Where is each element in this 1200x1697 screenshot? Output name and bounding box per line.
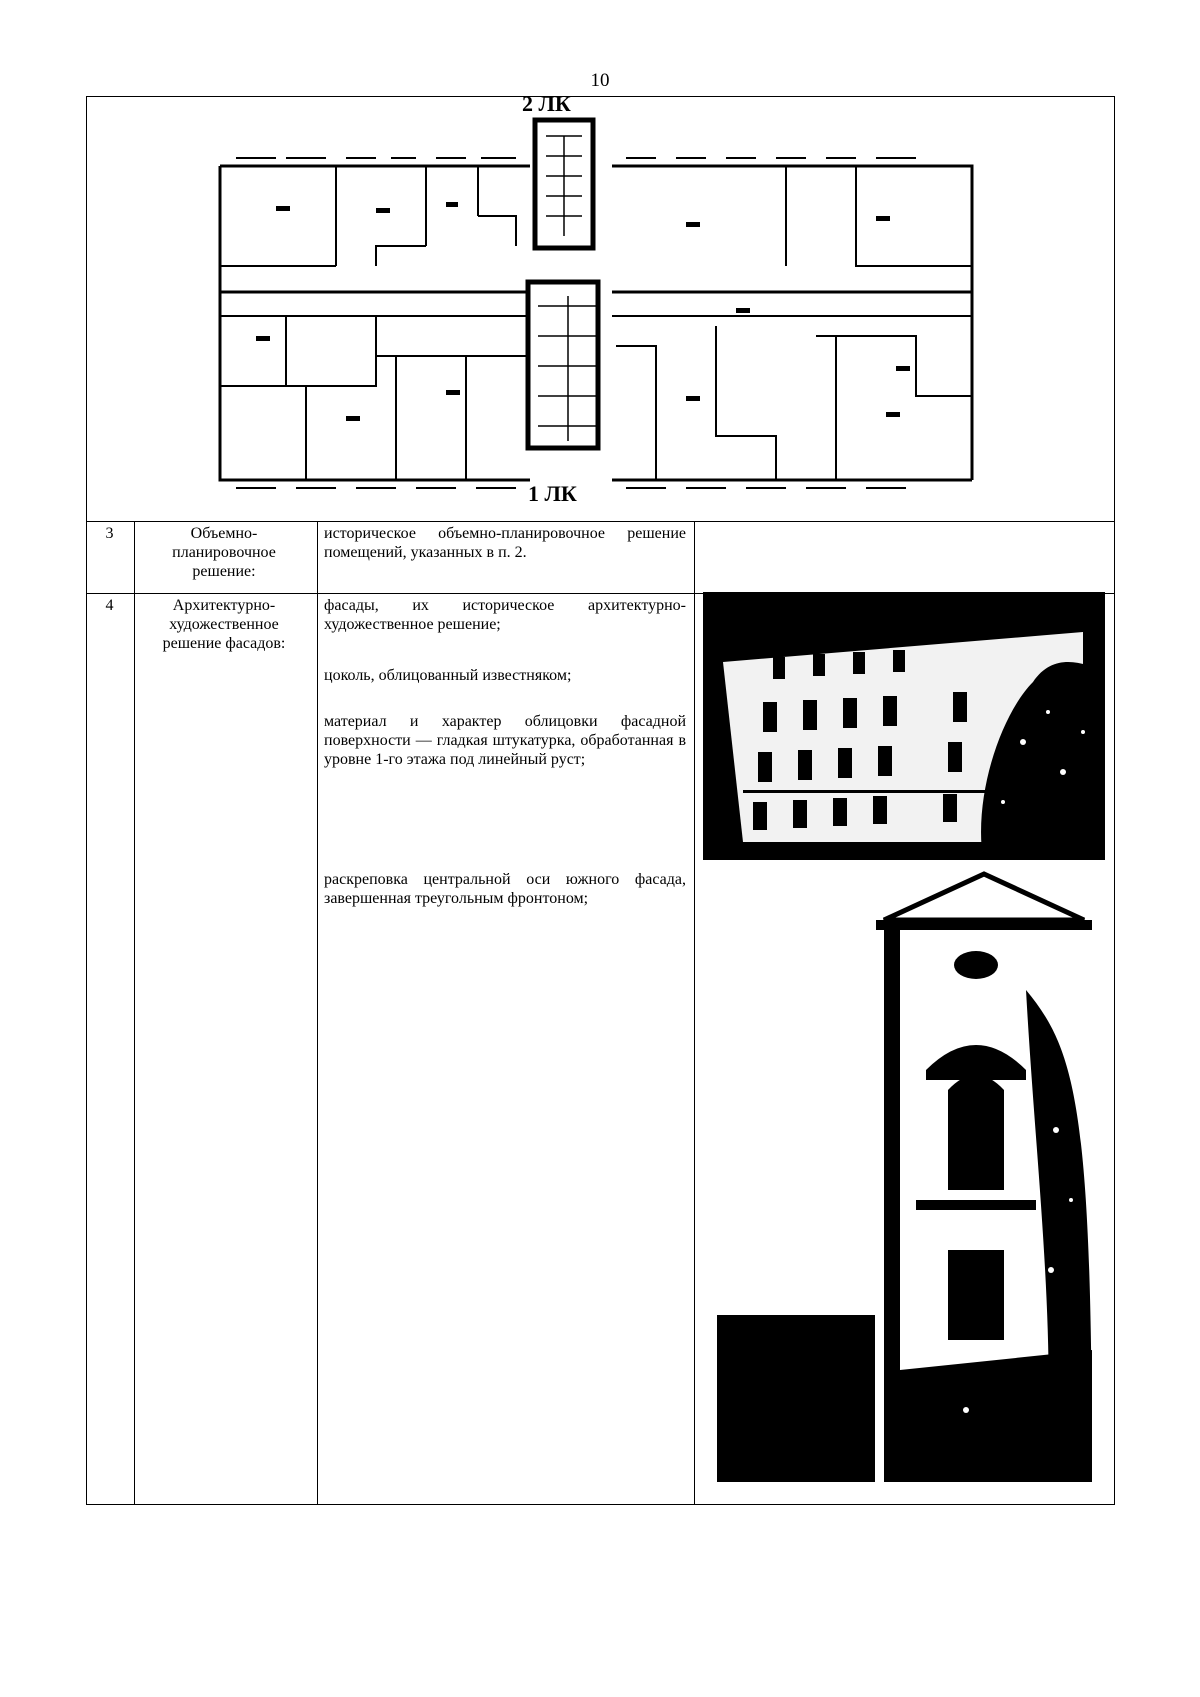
row-divider [87, 521, 1114, 522]
pediment-photo [876, 870, 1092, 1482]
column-divider [317, 521, 318, 1504]
description-item: цоколь, облицованный известняком; [324, 667, 572, 684]
row-description [324, 596, 686, 634]
stair-label-top: 2 ЛК [522, 91, 571, 116]
description-item: историческое объемно-планировочное решение помещений, указанных в п. 2. [324, 525, 686, 561]
row-number: 3 [105, 525, 114, 542]
description-item: фасады, их историческое архитектурно-художественное решение; [324, 597, 686, 633]
facade-photo [703, 592, 1105, 860]
dark-photo-area [717, 1315, 875, 1482]
column-divider [694, 521, 695, 1504]
floor-plan [216, 91, 976, 506]
description-item: материал и характер облицовки фасадной поверхности — гладкая штукатурка, обработанная в уровне 1-го этажа под линейный руст; [324, 713, 686, 768]
floor-plan-drawing [216, 96, 976, 506]
row-description [324, 524, 686, 562]
stair-label-bottom: 1 ЛК [528, 481, 577, 506]
row-description [324, 712, 686, 769]
row-title: Архитектурно-художественное решение фасадов: [162, 597, 286, 652]
row-title: Объемно-планировочное решение: [172, 525, 276, 580]
row-number: 4 [105, 597, 114, 614]
description-item: раскреповка центральной оси южного фасада, завершенная треугольным фронтоном; [324, 871, 686, 907]
page-number: 10 [590, 70, 610, 91]
column-divider [134, 521, 135, 1504]
row-description [324, 870, 686, 908]
row-description [324, 666, 686, 685]
